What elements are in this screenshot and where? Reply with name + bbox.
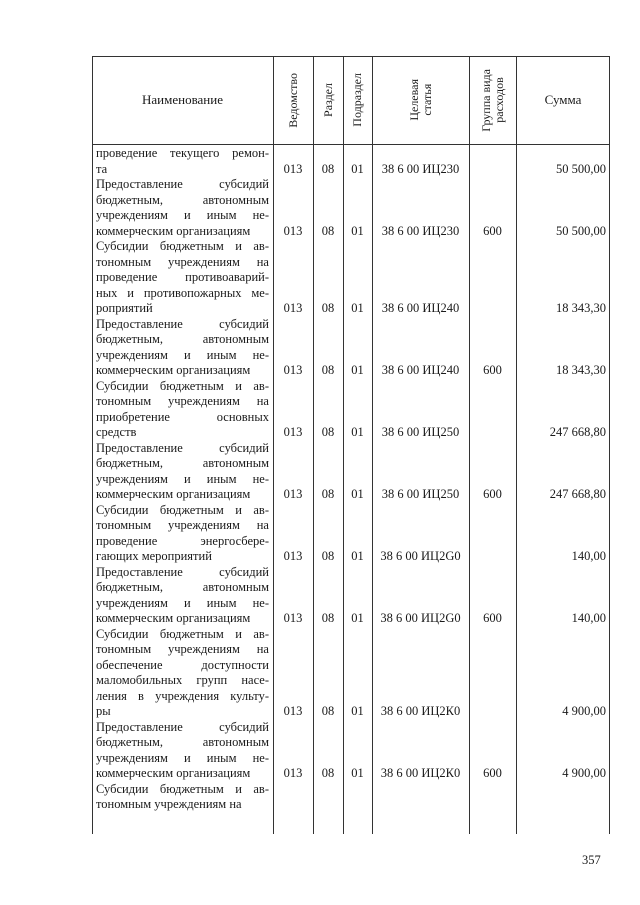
row-gruppa: 600: [483, 487, 502, 501]
header-podrazdel: Подраздел: [350, 73, 364, 127]
row-razdel: 08: [321, 487, 335, 501]
row-podrazdel: 01: [351, 223, 364, 238]
header-name: Наименование: [142, 92, 223, 107]
row-name-line: средств: [96, 425, 137, 439]
header-gruppa-cell: [469, 56, 516, 144]
row-name-line: учреждениям и иным не-: [96, 347, 269, 362]
table-row: [92, 565, 610, 627]
header-podrazdel-cell: [343, 56, 372, 144]
row-podrazdel: 01: [351, 611, 364, 625]
header-vedomstvo: Ведомство: [285, 72, 300, 128]
row-name-line: учреждениям и иным не-: [96, 208, 269, 222]
row-razdel: 08: [321, 549, 335, 563]
row-gruppa: 600: [483, 223, 502, 238]
row-summa: 18 343,30: [556, 301, 606, 315]
row-gruppa: 600: [483, 363, 502, 377]
row-summa: 50 500,00: [556, 223, 606, 238]
row-name-line: тономным учреждениям на: [96, 394, 269, 408]
row-tselevaya: 38 6 00 ИЦ250: [381, 487, 460, 501]
row-name-line: Предоставление субсидий: [96, 316, 269, 331]
row-vedomstvo: 013: [283, 611, 303, 625]
table-row: [92, 317, 610, 379]
row-podrazdel: 01: [351, 425, 364, 439]
row-name: [96, 720, 269, 782]
row-tselevaya: 38 6 00 ИЦ250: [381, 425, 460, 439]
row-podrazdel: 01: [351, 487, 364, 501]
row-name: [96, 565, 269, 627]
row-vedomstvo: 013: [283, 223, 303, 238]
row-vedomstvo: 013: [283, 363, 303, 377]
row-name-line: Предоставление субсидий: [96, 564, 269, 579]
table-row: [92, 720, 610, 782]
row-name: [96, 379, 269, 441]
row-name-line: учреждениям и иным не-: [96, 595, 269, 610]
row-tselevaya: 38 6 00 ИЦ2К0: [380, 766, 461, 780]
row-tselevaya: 38 6 00 ИЦ2G0: [380, 549, 461, 563]
row-razdel: 08: [321, 223, 335, 238]
row-vedomstvo: 013: [283, 766, 303, 780]
row-tselevaya: 38 6 00 ИЦ230: [381, 161, 460, 176]
table-row: [92, 441, 610, 503]
row-gruppa: 600: [483, 766, 502, 780]
row-podrazdel: 01: [351, 161, 364, 176]
row-summa: 140,00: [571, 549, 606, 563]
row-summa: 4 900,00: [562, 704, 606, 718]
row-name-line: бюджетным, автономным: [96, 332, 269, 346]
row-tselevaya: 38 6 00 ИЦ2G0: [380, 611, 461, 625]
header-razdel-cell: [313, 56, 343, 144]
row-name-line: тономным учреждениям на: [96, 642, 269, 656]
row-name: [96, 146, 269, 177]
row-summa: 247 668,80: [549, 487, 606, 501]
row-gruppa: 600: [483, 611, 502, 625]
row-name-line: Предоставление субсидий: [96, 177, 269, 191]
row-name: [96, 782, 269, 813]
row-name-line: гающих мероприятий: [96, 549, 212, 563]
row-name-line: роприятий: [96, 301, 153, 315]
row-name-line: та: [96, 161, 108, 176]
row-name: [96, 627, 269, 720]
header-divider: [92, 144, 610, 145]
row-name-line: бюджетным, автономным: [96, 192, 269, 207]
table-row: [92, 379, 610, 441]
header-summa: Сумма: [544, 92, 582, 107]
header-tselevaya: Целевая статья: [406, 79, 434, 121]
row-tselevaya: 38 6 00 ИЦ2К0: [380, 704, 461, 718]
row-name-line: проведение энергосбере-: [96, 533, 269, 548]
row-name-line: тономным учреждениям на: [96, 518, 269, 532]
table-row: [92, 177, 610, 239]
row-name: [96, 441, 269, 503]
row-name-line: коммерческим организациям: [96, 766, 251, 780]
row-name-line: коммерческим организациям: [96, 487, 251, 501]
table-row: [92, 627, 610, 720]
row-razdel: 08: [321, 363, 335, 377]
row-vedomstvo: 013: [283, 487, 303, 501]
header-razdel: Раздел: [320, 83, 335, 117]
row-name-line: ления в учреждения культу-: [96, 688, 269, 703]
row-name-line: коммерческим организациям: [96, 611, 251, 625]
row-podrazdel: 01: [351, 301, 364, 315]
table-row: [92, 146, 610, 177]
row-name-line: ры: [96, 704, 111, 718]
row-razdel: 08: [321, 611, 335, 625]
row-name-line: проведение противоаварий-: [96, 270, 269, 284]
header-tselevaya-cell: [372, 56, 469, 144]
row-summa: 4 900,00: [562, 766, 606, 780]
row-razdel: 08: [321, 301, 335, 315]
row-name-line: Субсидии бюджетным и ав-: [96, 239, 269, 253]
row-vedomstvo: 013: [283, 161, 303, 176]
row-tselevaya: 38 6 00 ИЦ240: [381, 363, 460, 377]
row-name-line: обеспечение доступности: [96, 657, 269, 672]
row-summa: 247 668,80: [549, 425, 606, 439]
row-razdel: 08: [321, 766, 335, 780]
row-name-line: тономным учреждениям на: [96, 797, 242, 811]
row-name-line: приобретение основных: [96, 409, 269, 424]
row-name-line: Субсидии бюджетным и ав-: [96, 626, 269, 641]
row-podrazdel: 01: [351, 549, 364, 563]
table-row: [92, 503, 610, 565]
table-row: [92, 782, 610, 813]
row-name-line: учреждениям и иным не-: [96, 750, 269, 765]
row-summa: 18 343,30: [556, 363, 606, 377]
row-razdel: 08: [321, 161, 335, 176]
row-name-line: Предоставление субсидий: [96, 719, 269, 734]
row-name-line: бюджетным, автономным: [96, 735, 269, 749]
row-vedomstvo: 013: [283, 549, 303, 563]
row-summa: 50 500,00: [556, 161, 606, 176]
row-name-line: коммерческим организациям: [96, 223, 251, 238]
row-vedomstvo: 013: [283, 425, 303, 439]
row-name-line: учреждениям и иным не-: [96, 471, 269, 486]
row-vedomstvo: 013: [283, 301, 303, 315]
row-vedomstvo: 013: [283, 704, 303, 718]
row-name: [96, 317, 269, 379]
row-name-line: бюджетным, автономным: [96, 580, 269, 594]
header-gruppa: Группа вида расходов: [478, 68, 506, 132]
row-razdel: 08: [321, 425, 335, 439]
row-name-line: Субсидии бюджетным и ав-: [96, 781, 269, 796]
row-name: [96, 239, 269, 317]
row-name-line: тономным учреждениям на: [96, 254, 269, 269]
row-podrazdel: 01: [351, 363, 364, 377]
row-name-line: проведение текущего ремон-: [96, 146, 269, 160]
row-summa: 140,00: [571, 611, 606, 625]
row-name-line: Субсидии бюджетным и ав-: [96, 502, 269, 517]
row-name-line: ных и противопожарных ме-: [96, 285, 269, 300]
row-tselevaya: 38 6 00 ИЦ240: [381, 301, 460, 315]
row-name-line: Субсидии бюджетным и ав-: [96, 378, 269, 393]
row-podrazdel: 01: [351, 766, 364, 780]
row-name-line: бюджетным, автономным: [96, 456, 269, 470]
header-vedomstvo-cell: [273, 56, 313, 144]
page-number: 357: [582, 853, 601, 867]
row-name: [96, 177, 269, 239]
table-row: [92, 239, 610, 317]
row-tselevaya: 38 6 00 ИЦ230: [381, 223, 460, 238]
row-podrazdel: 01: [351, 704, 364, 718]
row-name: [96, 503, 269, 565]
row-name-line: коммерческим организациям: [96, 363, 251, 377]
row-name-line: маломобильных групп насе-: [96, 673, 269, 687]
row-razdel: 08: [321, 704, 335, 718]
budget-table: [92, 56, 610, 834]
row-name-line: Предоставление субсидий: [96, 440, 269, 455]
